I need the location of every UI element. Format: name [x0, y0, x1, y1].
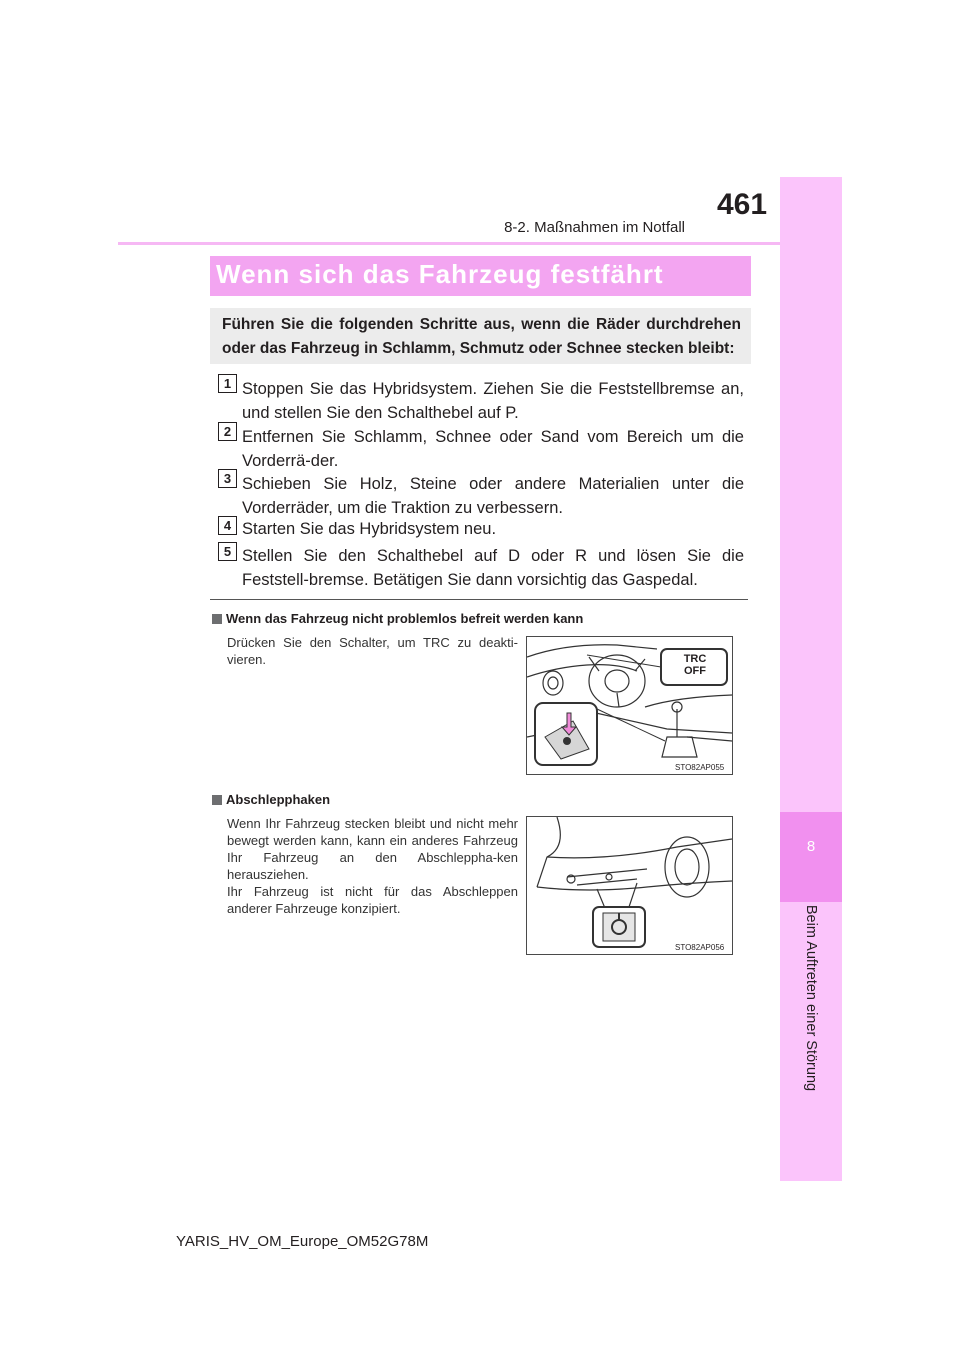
step-number: 1	[218, 374, 237, 393]
footer-doc-id: YARIS_HV_OM_Europe_OM52G78M	[176, 1233, 429, 1250]
subsection-text: Drücken Sie den Schalter, um TRC zu deakti-vieren.	[227, 635, 518, 667]
trc-switch-illustration	[526, 636, 733, 775]
trc-label: TRC	[683, 653, 707, 665]
image-code: STO82AP056	[675, 943, 725, 952]
off-label: OFF	[684, 665, 706, 677]
step-text: Schieben Sie Holz, Steine oder andere Materialien unter die Vorderräder, um die Traktion zu verbessern.	[242, 475, 744, 517]
intro-text: Führen Sie die folgenden Schritte aus, wenn die Räder durchdrehen oder das Fahrzeug in Schlamm, Schmutz oder Schnee stecken bleibt:	[222, 316, 741, 357]
square-bullet-icon	[212, 614, 222, 624]
subsection-heading	[212, 792, 330, 807]
subsection-text: Wenn Ihr Fahrzeug stecken bleibt und nicht mehr bewegt werden kann, kann ein anderes Fahrzeug Ihr Fahrzeug an den Abschleppha-ken herausziehen. Ihr Fahrzeug ist nicht für das Abschleppen anderer Fahrzeuge konzipiert.	[227, 816, 518, 916]
subsection-heading	[212, 611, 583, 626]
section-title: 8-2. Maßnahmen im Notfall	[504, 219, 685, 236]
subsection-heading-text: Abschlepphaken	[226, 792, 331, 807]
step-number: 2	[218, 422, 237, 441]
step-text: Stellen Sie den Schalthebel auf D oder R und lösen Sie die Feststell-bremse. Betätigen Sie dann vorsichtig das Gaspedal.	[242, 547, 744, 589]
step-text: Entfernen Sie Schlamm, Schnee oder Sand vom Bereich um die Vorderrä-der.	[242, 428, 744, 470]
section-divider	[210, 599, 748, 600]
chapter-number: 8	[806, 838, 816, 855]
chapter-tab-highlight	[780, 812, 842, 902]
image-code: STO82AP055	[675, 763, 725, 772]
chapter-label: Beim Auftreten einer Störung	[803, 904, 819, 1092]
subsection-heading-text: Wenn das Fahrzeug nicht problemlos befreit werden kann	[226, 611, 584, 626]
step-number: 3	[218, 469, 237, 488]
square-bullet-icon	[212, 795, 222, 805]
tow-hook-illustration	[526, 816, 733, 955]
step-number: 4	[218, 516, 237, 535]
page-number: 461	[717, 188, 768, 221]
trc-callout	[677, 653, 713, 677]
page-title: Wenn sich das Fahrzeug festfährt	[216, 259, 664, 289]
step-number: 5	[218, 542, 237, 561]
header-divider	[118, 242, 842, 245]
step-text: Starten Sie das Hybridsystem neu.	[242, 520, 497, 538]
undercarriage-drawing	[527, 817, 732, 954]
step-text: Stoppen Sie das Hybridsystem. Ziehen Sie die Feststellbremse an, und stellen Sie den Schalthebel auf P.	[242, 380, 744, 422]
